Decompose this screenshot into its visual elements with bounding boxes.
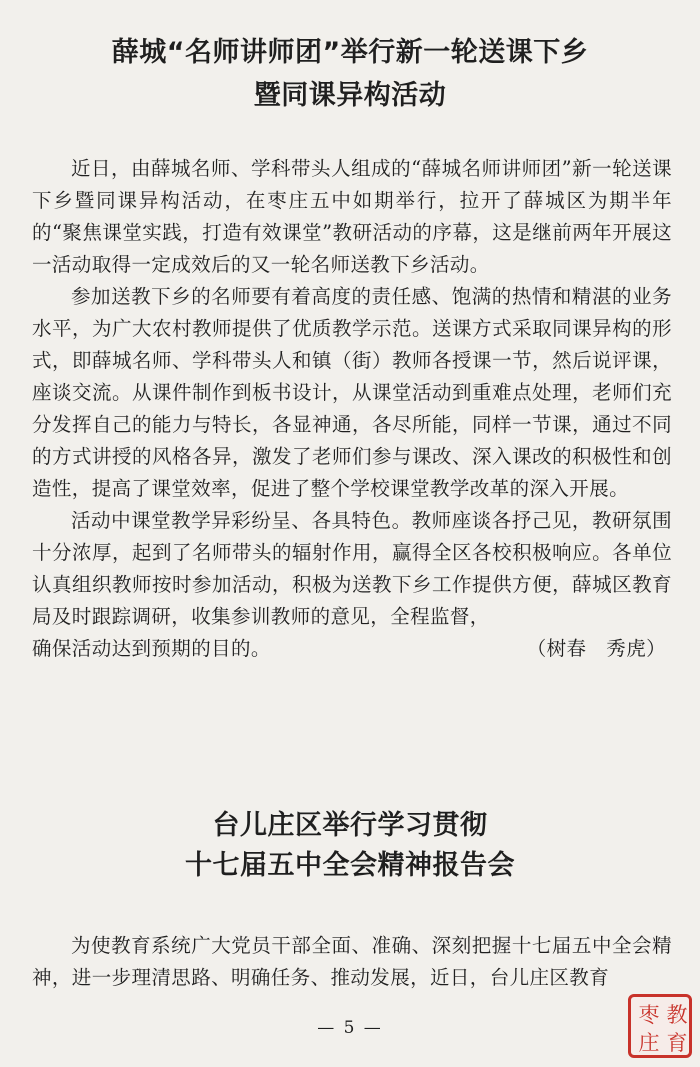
article1-title-line2: 暨同课异构活动 (253, 80, 447, 111)
seal-char: 庄 (638, 1030, 660, 1055)
article1-paragraph-3: 活动中课堂教学异彩纷呈、各具特色。教师座谈各抒己见，教研氛围十分浓厚，起到了名师带头的辐射作用，赢得全区各校积极响应。各单位认真组织教师按时参加活动，积极为送教下乡工作提供方便，薛城区教育局及时跟踪调研，收集参训教师的意见，全程监督， (32, 509, 672, 628)
article2-body (32, 930, 672, 994)
article2-title-line2: 十七届五中全会精神报告会 (185, 850, 515, 881)
seal-char: 枣 (638, 1002, 660, 1027)
article1-last-line: 确保活动达到预期的目的。 (32, 637, 271, 660)
article1-title-line1: 薛城“名师讲师团”举行新一轮送课下乡 (111, 37, 589, 68)
seal-char: 育 (666, 1030, 688, 1055)
article1-paragraph-1: 近日，由薛城名师、学科带头人组成的“薛城名师讲师团”新一轮送课下乡暨同课异构活动，在枣庄五中如期举行，拉开了薛城区为期半年的“聚焦课堂实践，打造有效课堂”教研活动的序幕，这是继前两年开展这一活动取得一定成效后的又一轮名师送教下乡活动。 (32, 157, 672, 276)
article2-paragraph-1: 为使教育系统广大党员干部全面、准确、深刻把握十七届五中全会精神，进一步理清思路、明确任务、推动发展，近日，台儿庄区教育 (32, 934, 672, 989)
article1-paragraph-2: 参加送教下乡的名师要有着高度的责任感、饱满的热情和精湛的业务水平，为广大农村教师提供了优质教学示范。送课方式采取同课异构的形式，即薛城名师、学科带头人和镇（街）教师各授课一节，然后说评课，座谈交流。从课件制作到板书设计，从课堂活动到重难点处理，老师们充分发挥自己的能力与特长，各显神通，各尽所能，同样一节课，通过不同的方式讲授的风格各异，激发了老师们参与课改、深入课改的积极性和创造性，提高了课堂效率，促进了整个学校课堂教学改革的深入开展。 (32, 285, 672, 500)
article1-body (32, 153, 672, 665)
article1-author: （树春 秀虎） (526, 637, 666, 660)
zaozhuang-education-seal (628, 994, 692, 1058)
article2-title-line1: 台儿庄区举行学习贯彻 (212, 810, 488, 841)
page-number: — 5 — (317, 1018, 383, 1038)
article1-closing-line (32, 633, 672, 665)
seal-char: 教 (666, 1002, 688, 1027)
